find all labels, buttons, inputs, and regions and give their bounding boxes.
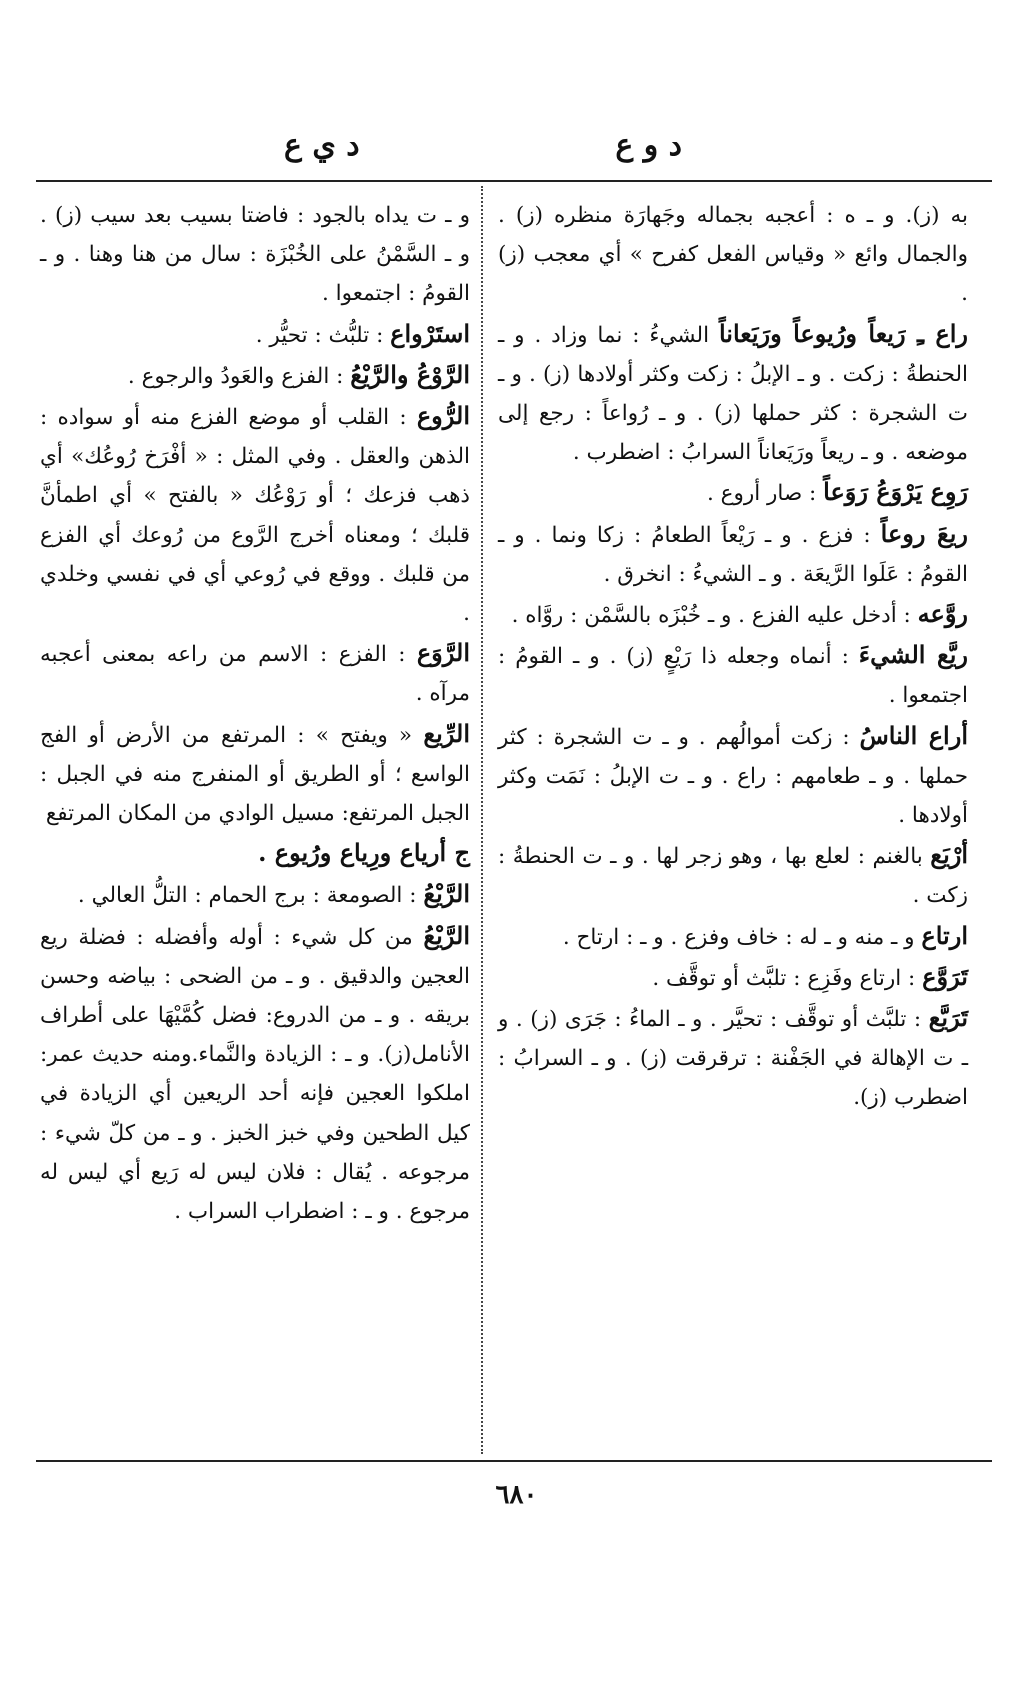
entry-definition: : صار أروع . bbox=[706, 481, 817, 507]
dictionary-entry bbox=[498, 314, 968, 473]
entry-definition: : أدخل عليه الفزع . و ـ خُبْزَه بالسَّمْن : روَّاه . bbox=[511, 603, 911, 629]
entry-headword: الرَّيْعُ bbox=[423, 920, 470, 950]
entry-headword: أراع الناسُ bbox=[859, 720, 968, 750]
dictionary-entry bbox=[40, 314, 470, 355]
entry-definition: « ويفتح » : المرتفع من الأرض أو الفج الواسع ؛ أو الطريق أو المنفرج منه في الجبل : الجبل المرتفع: مسيل الوادي من المكان المرتفع bbox=[40, 722, 470, 827]
entry-definition: من كل شيء : أوله وأفضله : فضلة ريع العجين والدقيق . و ـ من الضحى : بياضه وحسن بريقه . و ـ من الدروع: فضل كُمَّيْهَا على أطراف الأنامل(ز). و ـ : الزيادة والنَّماء.ومنه حديث عمر: املكوا العجين فإنه أحد الريعين أي الزيادة في كيل الطحين وفي خبز الخبز . و ـ من كلّ شيء : مرجوعه . يُقال : فلان ليس له رَيع أي ليس له مرجوع . و ـ : اضطراب السراب . bbox=[40, 924, 470, 1225]
entry-definition: : تلبَّث أو توقَّف : تحيَّر . و ـ الماءُ : جَرَى (ز) . و ـ ت الإهالة في الجَفْنة : ترقرقت (ز) . و ـ السرابُ : اضطرب (ز). bbox=[498, 1007, 968, 1111]
page-header bbox=[36, 128, 992, 176]
entry-headword: تَرَيَّع bbox=[928, 1003, 968, 1033]
entry-headword: روَّعه bbox=[917, 599, 968, 629]
entry-definition: و ـ ت يداه بالجود : فاضتا بسيب بعد سيب (ز) . و ـ السَّمْنُ على الخُبْزَة : سال من هنا وهنا . و ـ القومُ : اجتمعوا . bbox=[40, 203, 470, 307]
dictionary-entry bbox=[40, 916, 470, 1232]
entry-definition: بالغنم : لعلع بها ، وهو زجر لها . و ـ ت الحنطةُ : زكت . bbox=[498, 844, 968, 909]
entry-definition: : الفزع والعَودُ والرجوع . bbox=[127, 363, 344, 389]
entry-definition: : القلب أو موضع الفزع منه أو سواده : الذهن والعقل . وفي المثل : « أفْرَخ رُوعُك» أي ذهب فزعك ؛ أو رَوْعُك « بالفتح » أي اطمأنَّ قلبك ؛ ومعناه أخرج الرَّوع من رُوعك أي الفزع من قلبك . ووقع في رُوعي أي في نفسي وخلدي . bbox=[40, 405, 470, 627]
left-column bbox=[40, 196, 470, 1231]
entry-headword: ريعَ روعاً bbox=[880, 518, 968, 548]
dictionary-entry bbox=[498, 472, 968, 513]
entry-definition: به (ز). و ـ ه : أعجبه بجماله وجَهارَة منظره (ز) . والجمال وائع « وقياس الفعل كفرح » أي معجب (ز) . bbox=[498, 203, 968, 307]
dictionary-entry bbox=[498, 716, 968, 836]
dictionary-entry bbox=[40, 196, 470, 314]
dictionary-entry bbox=[498, 998, 968, 1118]
entry-headword: ريَّع الشيءَ bbox=[858, 640, 968, 670]
entry-headword: تَرَوَّع bbox=[922, 961, 968, 991]
entry-definition: و ـ منه و ـ له : خاف وفزع . و ـ : ارتاح . bbox=[562, 924, 915, 950]
entry-headword: الرُّوع bbox=[416, 401, 470, 431]
entry-definition: : فزع . و ـ رَيْعاً الطعامُ : زكا ونما . و ـ القومُ : عَلَوا الرَّيعَة . و ـ الشيءُ : انخرق . bbox=[498, 522, 968, 587]
entry-headword: أرْيَع bbox=[930, 840, 969, 870]
dictionary-entry bbox=[40, 833, 470, 874]
dictionary-entry bbox=[40, 633, 470, 713]
dictionary-entry bbox=[40, 396, 470, 633]
dictionary-entry bbox=[40, 874, 470, 915]
dictionary-entry bbox=[498, 635, 968, 715]
header-left-title: د ي ع bbox=[284, 128, 360, 163]
entry-headword: الرِّيع bbox=[423, 718, 470, 748]
entry-headword: راع ـِ رَيعاً ورُيوعاً ورَيَعاناً bbox=[718, 318, 968, 348]
entry-definition: : زكت أموالُهم . و ـ ت الشجرة : كثر حملها . و ـ طعامهم : راع . و ـ ت الإبلُ : نَمَت وكثر أولادها . bbox=[498, 724, 968, 829]
page-number: ٦٨٠ bbox=[495, 1480, 538, 1510]
entry-headword: ارتاع bbox=[921, 920, 968, 950]
entry-definition: : تلبُّث : تحيُّر . bbox=[255, 322, 384, 348]
entry-headword: الرَّيْعُ bbox=[423, 879, 470, 909]
entry-definition: : الصومعة : برج الحمام : التلُّ العالي . bbox=[77, 883, 417, 909]
entry-definition: : أنماه وجعله ذا رَيْعٍ (ز) . و ـ القومُ : اجتمعوا . bbox=[498, 644, 968, 709]
dictionary-entry bbox=[40, 355, 470, 396]
bottom-rule bbox=[36, 1460, 992, 1462]
entry-headword: رَوِع يَرْوَعُ رَوَعاً bbox=[823, 477, 968, 507]
dictionary-entry bbox=[498, 835, 968, 915]
entry-headword: الرَّوَع bbox=[416, 638, 470, 668]
right-column bbox=[498, 196, 968, 1118]
entry-definition: الشيءُ : نما وزاد . و ـ الحنطةُ : زكت . و ـ الإبلُ : زكت وكثر أولادها (ز) . و ـ ت الشجرة : كثر حملها (ز) . و ـ رُواعاً : رجع إلى موضعه . و ـ ريعاً ورَيَعاناً السرابُ : اضطرب . bbox=[498, 322, 968, 466]
header-right-title: د و ع bbox=[615, 128, 682, 163]
dictionary-entry bbox=[498, 514, 968, 594]
dictionary-entry bbox=[498, 957, 968, 998]
dictionary-entry bbox=[498, 196, 968, 314]
entry-definition: : الفزع : الاسم من راعه بمعنى أعجبه مرآه . bbox=[40, 642, 470, 707]
dictionary-entry bbox=[498, 594, 968, 635]
entry-headword: استَرْواع bbox=[390, 318, 470, 348]
dictionary-entry bbox=[40, 714, 470, 834]
column-divider bbox=[481, 186, 483, 1454]
top-rule bbox=[36, 180, 992, 182]
entry-headword: ج أرياع ورِياع ورُيوع . bbox=[258, 838, 470, 868]
entry-definition: : ارتاع وفَزِع : تلبَّث أو توقَّف . bbox=[652, 965, 916, 991]
dictionary-entry bbox=[498, 916, 968, 957]
entry-headword: الرَّوْعُ والرَّيْعُ bbox=[350, 359, 470, 389]
